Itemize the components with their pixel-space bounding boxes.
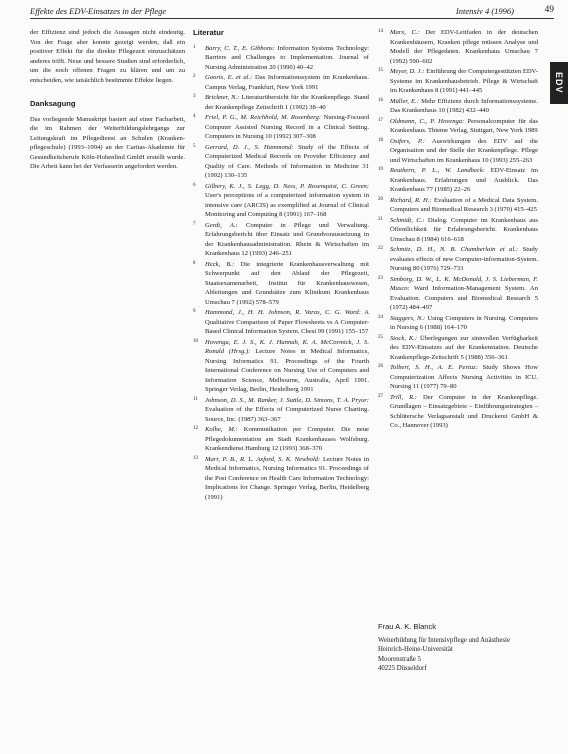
reference-number: 11 <box>193 396 198 402</box>
reference-authors: Marx, C.: <box>390 29 420 36</box>
reference-number: 27 <box>378 393 383 399</box>
reference-authors: Marr, P. B., R. L. Axford, S. K. Newbold: <box>205 455 321 463</box>
reference-number: 14 <box>378 29 383 34</box>
reference-number: 26 <box>378 364 383 369</box>
reference-text: Dialog. Computer im Krankenhaus aus Öffentlichkeit für Erfahrungsbericht. Krankenhaus Umschau 8 (1984) 616–618 <box>390 216 538 243</box>
reference-text: Lecture Notes in Medical Informatics, Nursing Informatics 91. Proceedings of the Fourth International Conference on Nursing Use of Computers and Information Science, Melbourne, Australia, April 1991. Springer Verlag, Berlin, Heidelberg 1991 <box>205 348 369 393</box>
reference-text: Einführung der Computergestützten EDV-Systeme im Krankenhausbetrieb. Pflege & Wirtschaft im Krankenhaus 8 (1991) 441–445 <box>390 68 539 94</box>
reference-item <box>378 275 538 313</box>
reference-number: 16 <box>378 97 383 103</box>
reference-number: 10 <box>193 338 198 344</box>
reference-text: Das Informationssystem im Krankenhaus. Campus Verlag, Frankfurt, New York 1991 <box>205 74 369 91</box>
reference-number: 2 <box>193 74 196 79</box>
acknowledgement-paragraph: Das vorliegende Manuskript basiert auf einer Facharbeit, die im Rahmen der Weiterbildungslehrgangs zur Leitungskraft im Pflegedienst an Schulen (Kranken-pflegeschule) (1993–1994) an der Caritas-Akademie für Gesundheitsberufe Köln-Hohenlind GmbH erstellt wurde. Die Arbeit kann bei der Verfasserin angefordert werden. <box>30 115 185 170</box>
reference-number: 3 <box>193 94 196 99</box>
reference-text: Nursing-Focused Computer Assisted Nursing Record in a Clinical Setting. Computers in Nursing 10 (1992) 307–308 <box>205 114 369 140</box>
reference-authors: Richard, R. H.: <box>390 196 432 204</box>
reference-text: A Qualitative Comparison of Paper Flowsheets vs A Computer-Based Clinical Information System. Chest 99 (1991) 155–157 <box>205 309 370 335</box>
reference-text: Information Systems Technology: Barriers and Challenges to Implementation. Journal of Nursing Administration 20 (1990) 40–42 <box>205 44 369 71</box>
reference-item <box>193 182 369 220</box>
page-number: 49 <box>544 5 554 15</box>
reference-authors: Brickner, N.: <box>205 94 240 101</box>
reference-authors: Gilbery, K. J., S. Legg, D. Ness, P. Rosenquist, C. Green: <box>205 182 369 190</box>
reference-authors: Goorts, E. et al.: <box>205 74 253 81</box>
reference-item <box>193 455 369 503</box>
reference-authors: Stock, K.: <box>390 334 418 342</box>
reference-authors: Simborg, D. W., L. K. McDonald, J. S. Lieberman, F. Musco: <box>390 275 538 292</box>
reference-item <box>378 196 538 215</box>
reference-item <box>378 97 538 116</box>
reference-item <box>193 260 369 308</box>
reference-item <box>378 363 538 392</box>
reference-authors: Gerrard, D. J., S. Hammond: <box>205 143 294 151</box>
reference-text: Auswirkungen des EDV auf die Organisation und der Stelle der Krankenpflege. Pflege und Wirtschaften im Krankenhaus 10 (1993) 255–263 <box>390 137 538 164</box>
reference-text: Study of the Effects of Computerized Medical Records on Provider Efficiency and Quality of Care. Methods of Information in Medicine 31 (1992) 130–135 <box>205 143 369 179</box>
reference-number: 17 <box>378 117 383 123</box>
column-right <box>378 28 538 432</box>
reference-text: Literaturübersicht für die Krankenpflege. Stand der Krankenpflege Zeitschrift 1 (1992) 38–40 <box>205 94 369 111</box>
reference-number: 9 <box>193 309 196 314</box>
reference-authors: Trill, R.: <box>390 393 417 401</box>
reference-authors: Kolbe, M.: <box>205 426 238 433</box>
reference-text: Der Computer in der Krankenpflege. Grundlagen – Einsatzgebiete – Einführungsstrategien – Schlütersche Verlagsanstalt und Druckerei GmbH & Co., Hannover (1993) <box>390 393 538 429</box>
reference-item <box>193 44 369 73</box>
reference-text: Die integrierte Krankenhausverwaltung mit Schwerpunkt auf den Ablauf der Pflegezeit, Staatsexamenarbeit, Institut für Krankenhauswesen, Ableitungen und Grundsätze zum Klinikum Krankenhaus Umschau 7 (1992) 578–579 <box>205 260 369 306</box>
reference-text: Using Computers in Nursing. Computers in Nursing 6 (1988) 164–170 <box>390 314 538 331</box>
reference-item <box>378 166 538 195</box>
reference-number: 1 <box>193 44 196 50</box>
reference-authors: Hovenga, E. J. S., K. J. Hannah, K. A. McCormick, J. S. Ronald (Hrsg.): <box>205 338 369 355</box>
reference-authors: Gerdt, A.: <box>205 221 238 229</box>
reference-number: 24 <box>378 314 383 320</box>
reference-authors: Müller, E.: <box>390 97 419 105</box>
reference-authors: Schmidt, C.: <box>390 216 425 224</box>
reference-number: 15 <box>378 68 383 73</box>
reference-item <box>193 113 369 142</box>
reference-item <box>378 28 538 66</box>
reference-authors: Barry, C. T., E. Gibbons: <box>205 44 275 52</box>
reference-text: Ward Information-Management System. An Evaluation. Computers and Biomedical Research 5 (1972) 484–497 <box>390 285 538 311</box>
reference-authors: Staggers, N.: <box>390 314 426 322</box>
reference-text: Lecture Notes in Medical Informatics, Nursing Informatics 91. Proceedings of the Post Conference on Health Care Information Technology: Implications for Change. Springer Verlag, Berlin, Heidelberg (1991) <box>205 455 370 501</box>
reference-number: 19 <box>378 167 383 172</box>
reference-item <box>378 117 538 136</box>
address-line: Weiterbildung für Intensivpflege und Anästhesie <box>378 636 510 644</box>
reference-item <box>378 334 538 363</box>
reference-number: 8 <box>193 260 196 266</box>
author-address <box>378 622 538 674</box>
reference-item <box>378 314 538 333</box>
address-line: Moorenstraße 5 <box>378 655 421 663</box>
reference-item <box>378 137 538 166</box>
reference-text: Der EDV-Leitfaden in der deutschen Krankenhäusern, Kranken pflege müssen Analyse und Modell der Pflegedaten. Krankenhaus Umschau 7 (1992) 590–602 <box>390 29 538 65</box>
reference-item <box>193 396 369 425</box>
reference-authors: Heck, B.: <box>205 260 235 268</box>
reference-item <box>378 245 538 274</box>
reference-text: Personalcomputer für das Krankenhaus. Thieme Verlag, Stuttgart, New York 1989 <box>390 117 538 134</box>
reference-text: Überlegungen zur sinnvollen Verfügbarkeit des EDV-Einsatzes auf der Krankenstation. Deutsche Krankenpflege-Zeitschrift 5 (1988) 356–361 <box>390 334 538 361</box>
reference-number: 12 <box>193 426 198 431</box>
reference-number: 22 <box>378 246 383 251</box>
reference-authors: Schmitz, D. H., N. B. Chamberlain et al.: <box>390 246 519 253</box>
section-tab: EDV <box>550 62 568 104</box>
address-line: Heinrich-Heine-Universität <box>378 646 453 653</box>
reference-text: User's perceptions of a computerized information system in intensive care (ARCIS) as exemplified at Journal of Clinical Monitoring and Computing 8 (1991) 167–168 <box>205 192 369 218</box>
conclusion-paragraph: der Effizienz sind jedoch die Aussagen nicht eindeutig. Von der Frage aber konnte gezeigt werden, daß ein positiver Effekt für die direkte Pflegezeit einzuschätzen anderes trifft. Neue und bessere Studien sind erforderlich, um die noch offenen Fragen zu klären und um zu entscheiden, wie tatsächlich bestimmte Effekte liegen. <box>30 29 185 84</box>
reference-authors: Friel, P. G., M. Reichhold, M. Rosenberg: <box>205 114 321 121</box>
reference-item <box>193 308 369 337</box>
reference-text: Evaluation of the Effects of Computerized Nurse Charting. Source, Inc. (1987) 363–367 <box>205 406 369 423</box>
acknowledgement-heading: Danksagung <box>30 99 76 108</box>
reference-authors: Oldmann, C., P. Hovenga: <box>390 117 465 125</box>
column-left <box>30 28 185 172</box>
reference-list <box>193 44 369 503</box>
journal-citation: Intensiv 4 (1996) <box>455 6 514 16</box>
reference-authors: Johnson, D. S., M. Ranker, J. Suttle, D. Simons, T. A. Pryor: <box>205 396 369 404</box>
reference-authors: Tolbert, S. H., A. E. Pertuz: <box>390 364 478 371</box>
reference-number: 21 <box>378 216 383 222</box>
reference-item <box>193 221 369 259</box>
reference-text: Computer in Pflege und Verwaltung. Erfahrungsbericht über Einsatz und Grundvoraussetzung in der Krankenhausadministration. Rhein & Wirtschaften im Krankenhaus 12 (1993) 246–251 <box>205 221 369 257</box>
reference-number: 5 <box>193 143 196 149</box>
reference-item <box>193 143 369 181</box>
reference-text: Mehr Effizienz durch Informationssysteme. Das Krankenhaus 10 (1982) 432–440 <box>390 97 538 114</box>
reference-authors: Hammond, J., H. H. Johnson, R. Varas, C. G. Ward: <box>205 309 361 316</box>
reference-item <box>378 67 538 96</box>
address-line: 40225 Düsseldorf <box>378 665 427 672</box>
reference-number: 7 <box>193 221 196 227</box>
reference-text: Study evaluates effects of new Computer-information-System. Nursing 80 (1976) 729–733 <box>390 246 538 272</box>
reference-text: Evaluation of a Medical Data System. Computers and Biomedical Research 3 (1970) 415–425 <box>390 196 538 213</box>
reference-item <box>193 425 369 454</box>
reference-item <box>193 93 369 112</box>
reference-text: Study Shows How Computerization Affects Nursing Activities in ICU. Nursing 11 (1977) 79–80 <box>390 364 539 390</box>
reference-number: 20 <box>378 196 383 202</box>
reference-number: 4 <box>193 114 196 119</box>
references-heading: Literatur <box>193 28 224 37</box>
reference-item <box>378 216 538 245</box>
reference-number: 6 <box>193 182 196 188</box>
reference-text: EDV-Einsatz im Krankenhaus. Erfahrungen und Ausblick. Das Krankenhaus 77 (1985) 22–26 <box>390 167 538 193</box>
reference-authors: Ostfers, P.: <box>390 137 425 145</box>
running-title: Effekte des EDV-Einsatzes in der Pflege <box>30 6 167 16</box>
reference-list-continued <box>378 28 538 431</box>
author-name: Frau A. K. Blanck <box>378 622 436 631</box>
reference-number: 23 <box>378 275 383 281</box>
reference-number: 25 <box>378 334 383 340</box>
running-header <box>30 4 554 19</box>
column-middle <box>193 28 369 503</box>
reference-number: 13 <box>193 455 198 461</box>
reference-text: Kommunikation per Computer. Die neue Pflegedokumentation am Stadt Krankenhauses Wolfsburg. Krankendienst Hamburg 12 (1993) 368–370 <box>205 426 369 452</box>
reference-item <box>193 73 369 92</box>
reference-number: 18 <box>378 137 383 143</box>
reference-item <box>193 338 369 395</box>
reference-authors: Reuthern, P. L., W. Landbeck: <box>390 167 485 174</box>
reference-item <box>378 393 538 431</box>
reference-authors: Meyer, D. J.: <box>390 68 425 75</box>
